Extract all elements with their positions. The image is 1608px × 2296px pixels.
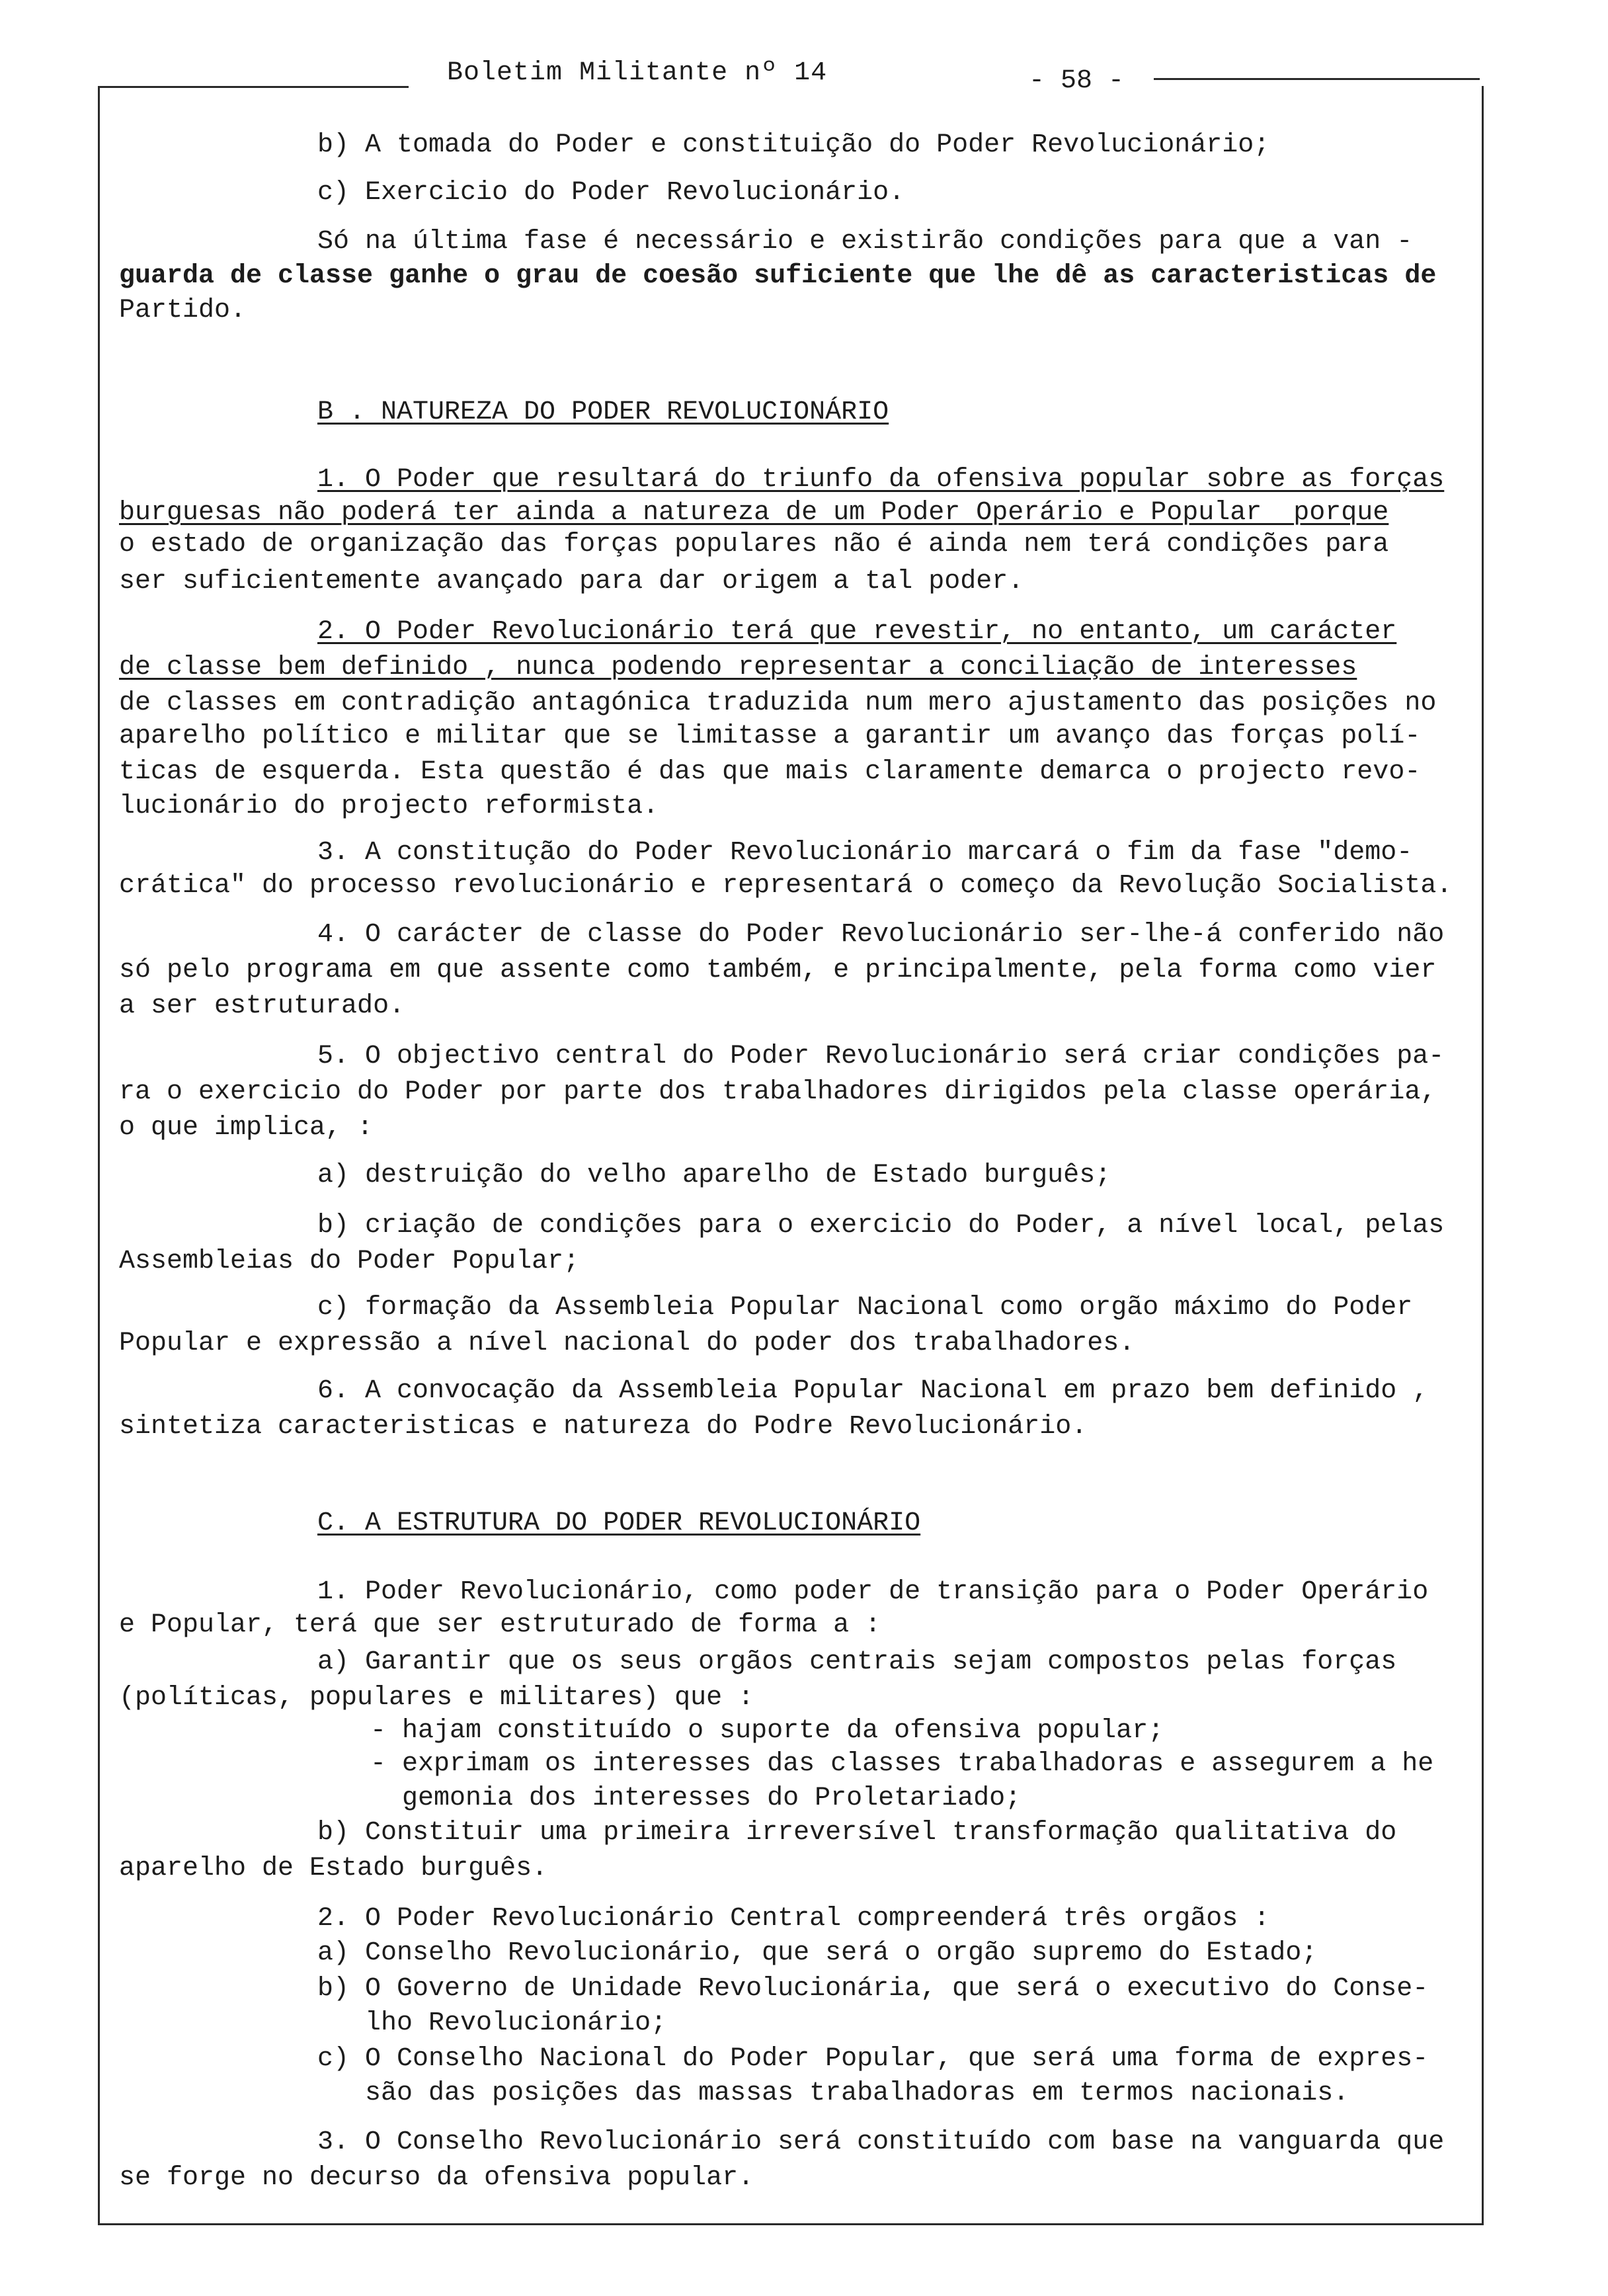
b-p4-line-2: só pelo programa em que assente como também, e principalmente, pela forma como vier (119, 956, 1437, 985)
b-p2-line-6: lucionário do projecto reformista. (119, 792, 659, 821)
intro-item-b: b) A tomada do Poder e constituição do Poder Revolucionário; (317, 130, 1270, 160)
b-p4-line-1: 4. O carácter de classe do Poder Revolucionário ser-lhe-á conferido não (317, 920, 1445, 950)
c-p1a-line-2: (políticas, populares e militares) que : (119, 1683, 754, 1713)
b-p5-item-b-line-1: b) criação de condições para o exercicio do Poder, a nível local, pelas (317, 1211, 1445, 1241)
b-p5-item-c-line-2: Popular e expressão a nível nacional do poder dos trabalhadores. (119, 1329, 1135, 1358)
b-p4-line-3: a ser estruturado. (119, 991, 405, 1021)
b-p5-line-2: ra o exercicio do Poder por parte dos trabalhadores dirigidos pela classe operária, (119, 1077, 1437, 1107)
intro-line-2: guarda de classe ganhe o grau de coesão suficiente que lhe dê as caracteristicas de (119, 261, 1437, 291)
c-p1a-bullet-2: - exprimam os interesses das classes trabalhadoras e assegurem a he (370, 1749, 1434, 1779)
b-p5-item-c-line-1: c) formação da Assembleia Popular Nacional como orgão máximo do Poder (317, 1293, 1413, 1323)
header-rule-right (1154, 78, 1480, 80)
c-p1b-line-2: aparelho de Estado burguês. (119, 1854, 548, 1883)
c-p1b-line-1: b) Constituir uma primeira irreversível transformação qualitativa do (317, 1818, 1397, 1848)
c-p2-item-a: a) Conselho Revolucionário, que será o orgão supremo do Estado; (317, 1938, 1318, 1968)
b-p5-item-b-line-2: Assembleias do Poder Popular; (119, 1247, 580, 1276)
b-p5-item-a: a) destruição do velho aparelho de Estado burguês; (317, 1161, 1111, 1190)
c-p2-item-c-line-1: c) O Conselho Nacional do Poder Popular, que será uma forma de expres- (317, 2044, 1429, 2074)
c-p1-line-1: 1. Poder Revolucionário, como poder de transição para o Poder Operário (317, 1577, 1429, 1607)
c-p1a-line-1: a) Garantir que os seus orgãos centrais sejam compostos pelas forças (317, 1647, 1397, 1677)
page-number: - 58 - (1029, 66, 1125, 96)
b-p2-line-4: aparelho político e militar que se limitasse a garantir um avanço das forças polí- (119, 721, 1421, 751)
intro-item-c: c) Exercicio do Poder Revolucionário. (317, 178, 905, 208)
b-p1-line-4: ser suficientemente avançado para dar origem a tal poder. (119, 567, 1024, 596)
header-title: Boletim Militante nº 14 (447, 58, 828, 88)
section-c-heading: C. A ESTRUTURA DO PODER REVOLUCIONÁRIO (317, 1508, 921, 1538)
b-p6-line-1: 6. A convocação da Assembleia Popular Nacional em prazo bem definido , (317, 1376, 1429, 1406)
intro-line-3: Partido. (119, 296, 247, 325)
b-p2-line-5: ticas de esquerda. Esta questão é das que mais claramente demarca o projecto revo- (119, 757, 1421, 787)
b-p5-line-1: 5. O objectivo central do Poder Revolucionário será criar condições pa- (317, 1042, 1445, 1071)
b-p1-line-3: o estado de organização das forças populares não é ainda nem terá condições para (119, 530, 1389, 559)
c-p2-item-b-line-2: lho Revolucionário; (317, 2008, 667, 2038)
section-b-heading: B . NATUREZA DO PODER REVOLUCIONÁRIO (317, 397, 889, 427)
c-p1-line-2: e Popular, terá que ser estruturado de forma a : (119, 1610, 881, 1640)
b-p3-line-1: 3. A constitução do Poder Revolucionário marcará o fim da fase "demo- (317, 838, 1413, 868)
c-p2-item-c-line-2: são das posições das massas trabalhadoras em termos nacionais. (317, 2078, 1349, 2108)
b-p3-line-2: crática" do processo revolucionário e representará o começo da Revolução Socialista. (119, 871, 1453, 901)
intro-line-1: Só na última fase é necessário e existirão condições para que a van - (317, 227, 1413, 257)
c-p3-line-2: se forge no decurso da ofensiva popular. (119, 2163, 754, 2193)
c-p3-line-1: 3. O Conselho Revolucionário será constituído com base na vanguarda que (317, 2127, 1445, 2157)
c-p1a-bullet-3: gemonia dos interesses do Proletariado; (370, 1784, 1022, 1813)
b-p2-line-3: de classes em contradição antagónica traduzida num mero ajustamento das posições no (119, 688, 1437, 718)
b-p5-line-3: o que implica, : (119, 1113, 374, 1143)
b-p6-line-2: sintetiza caracteristicas e natureza do Podre Revolucionário. (119, 1412, 1088, 1442)
b-p1-line-2: burguesas não poderá ter ainda a natureza de um Poder Operário e Popular porque (119, 498, 1389, 528)
b-p2-line-1: 2. O Poder Revolucionário terá que revestir, no entanto, um carácter (317, 617, 1397, 647)
b-p2-line-2: de classe bem definido , nunca podendo representar a conciliação de interesses (119, 653, 1357, 682)
c-p2-line: 2. O Poder Revolucionário Central compreenderá três orgãos : (317, 1904, 1270, 1934)
c-p1a-bullet-1: - hajam constituído o suporte da ofensiva popular; (370, 1716, 1164, 1746)
b-p1-line-1: 1. O Poder que resultará do triunfo da ofensiva popular sobre as forças (317, 465, 1445, 495)
c-p2-item-b-line-1: b) O Governo de Unidade Revolucionária, que será o executivo do Conse- (317, 1974, 1429, 2004)
